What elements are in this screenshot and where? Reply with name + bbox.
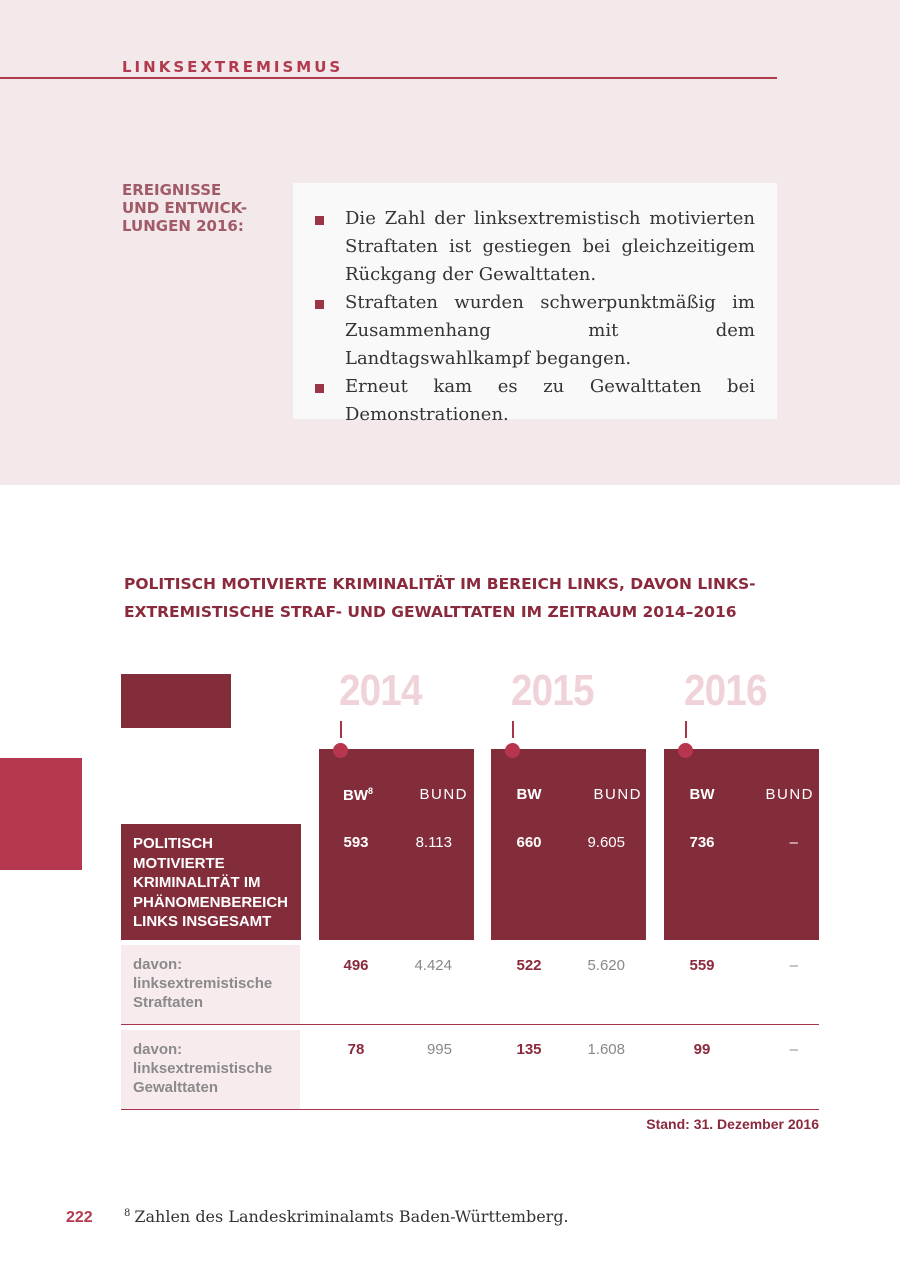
row-label-line: linksextremistische bbox=[133, 1060, 273, 1077]
section-header: LINKSEXTREMISMUS bbox=[122, 58, 344, 76]
table-cell: – bbox=[789, 957, 798, 974]
events-list-item bbox=[315, 205, 755, 289]
table-cell: 4.424 bbox=[414, 957, 452, 974]
events-label-line: EREIGNISSE bbox=[122, 181, 222, 199]
table-cell: 1.608 bbox=[587, 1041, 625, 1058]
column-header-bund: BUND bbox=[593, 786, 642, 803]
events-item-text: Die Zahl der linksextremistisch motivierten Straftaten ist gestiegen bei gleichzeitigem Rückgang der Gewalttaten. bbox=[345, 208, 755, 285]
footnote bbox=[124, 1207, 569, 1226]
year-tick bbox=[340, 721, 342, 738]
row-label-total bbox=[121, 824, 301, 940]
row-label-line: KRIMINALITÄT IM bbox=[133, 874, 261, 891]
footnote-marker: 8 bbox=[367, 786, 373, 796]
table-cell: 593 bbox=[343, 834, 369, 851]
table-cell: 78 bbox=[347, 1041, 365, 1058]
row-label-line: POLITISCH MOTIVIERTE bbox=[133, 835, 225, 872]
year-marker-dot bbox=[678, 743, 693, 758]
chart-title-line: POLITISCH MOTIVIERTE KRIMINALITÄT IM BEREICH LINKS, DAVON LINKS- bbox=[124, 575, 756, 593]
chart-title bbox=[124, 570, 804, 626]
table-cell: 8.113 bbox=[415, 834, 452, 851]
events-list-item bbox=[315, 289, 755, 373]
table-cell: 736 bbox=[689, 834, 715, 851]
table-cell: 496 bbox=[343, 957, 369, 974]
table-cell: 995 bbox=[426, 1041, 452, 1058]
events-label-line: UND ENTWICK- bbox=[122, 199, 248, 217]
row-label-line: Gewalttaten bbox=[133, 1079, 219, 1096]
row-label-line: Straftaten bbox=[133, 994, 204, 1011]
row-label-line: linksextremistische bbox=[133, 975, 273, 992]
row-label-line: davon: bbox=[133, 956, 183, 973]
column-header-bw: BW bbox=[689, 786, 715, 803]
table-cell: 5.620 bbox=[587, 957, 625, 974]
row-label-gewalttaten bbox=[121, 1030, 300, 1110]
row-label-line: PHÄNOMENBEREICH bbox=[133, 893, 289, 911]
row-label-line: davon: bbox=[133, 1041, 183, 1058]
table-cell: – bbox=[789, 1041, 798, 1058]
events-label bbox=[122, 181, 272, 235]
side-tab bbox=[0, 758, 82, 870]
table-cell: 9.605 bbox=[587, 834, 625, 851]
square-bullet-icon bbox=[315, 216, 324, 225]
row-label-straftaten bbox=[121, 945, 300, 1025]
table-note: Stand: 31. Dezember 2016 bbox=[646, 1116, 819, 1132]
column-header-bund: BUND bbox=[419, 786, 468, 803]
page-number: 222 bbox=[66, 1209, 93, 1226]
header-rule bbox=[0, 77, 777, 79]
year-label-2014: 2014 bbox=[339, 666, 422, 715]
column-header-bw: BW bbox=[516, 786, 542, 803]
events-list bbox=[315, 205, 755, 429]
year-tick bbox=[512, 721, 514, 738]
square-bullet-icon bbox=[315, 384, 324, 393]
table-cell: – bbox=[789, 834, 798, 851]
table-cell: 99 bbox=[693, 1041, 711, 1058]
column-header-bund: BUND bbox=[765, 786, 814, 803]
column-header-bw: $BW^8$ bbox=[342, 786, 373, 804]
square-bullet-icon bbox=[315, 300, 324, 309]
year-tick bbox=[685, 721, 687, 738]
table-bottom-rule bbox=[121, 1109, 819, 1110]
footnote-text: Zahlen des Landeskriminalamts Baden-Württemberg. bbox=[134, 1207, 569, 1226]
row-divider bbox=[121, 1024, 819, 1025]
events-item-text: Straftaten wurden schwerpunktmäßig im Zusammenhang mit dem Landtagswahlkampf begangen. bbox=[345, 292, 755, 369]
events-item-text: Erneut kam es zu Gewalttaten bei Demonstrationen. bbox=[345, 376, 755, 425]
year-marker-dot bbox=[333, 743, 348, 758]
year-label-2016: 2016 bbox=[684, 666, 767, 715]
events-label-line: LUNGEN 2016: bbox=[122, 217, 244, 235]
events-list-item bbox=[315, 373, 755, 429]
table-cell: 135 bbox=[516, 1041, 542, 1058]
table-cell: 522 bbox=[516, 957, 542, 974]
events-box bbox=[293, 183, 777, 425]
year-marker-dot bbox=[505, 743, 520, 758]
legend-swatch bbox=[121, 674, 231, 728]
footnote-marker: 8 bbox=[124, 1208, 131, 1219]
table-cell: 559 bbox=[689, 957, 715, 974]
year-label-2015: 2015 bbox=[511, 666, 594, 715]
chart-title-line: EXTREMISTISCHE STRAF- UND GEWALTTATEN IM ZEITRAUM 2014–2016 bbox=[124, 603, 737, 621]
row-label-line: LINKS INSGESAMT bbox=[133, 913, 272, 930]
table-cell: 660 bbox=[516, 834, 542, 851]
